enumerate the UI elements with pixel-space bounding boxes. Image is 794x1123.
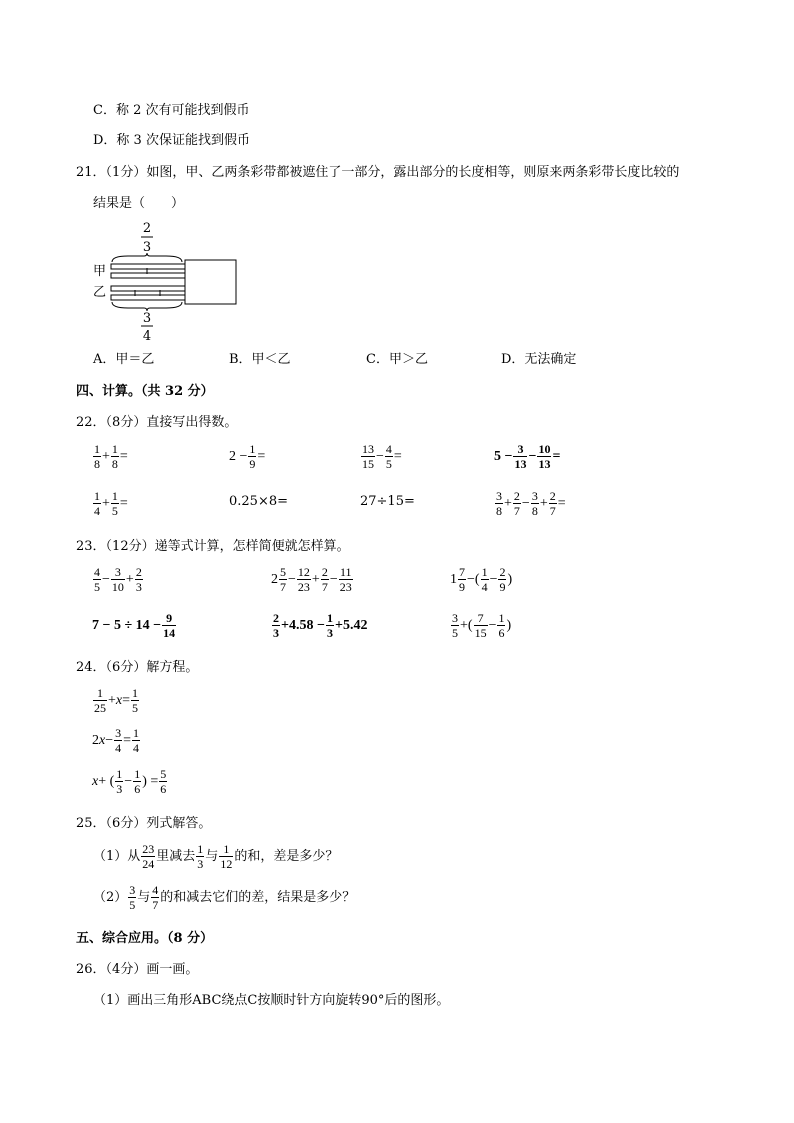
q22-expr-7: 27÷15= [360,494,415,509]
top-fraction-denominator: 3 [142,240,152,255]
label-jia: 甲 [93,264,107,279]
q20-option-d: D．称 3 次保证能找到假币 [93,133,250,148]
q22-expr-5: 1 4 + 1 5 = [94,489,128,518]
q21-stem-line1: 21．（1分）如图，甲、乙两条彩带都被遮住了一部分，露出部分的长度相等，则原来两条彩带长度比较的 [76,165,680,180]
q24-eq-1: 1 25 + x = 1 5 [94,686,139,715]
ribbon-yi [111,286,185,291]
q25-part-2: （2） 3 5 与 4 7 的和减去它们的差，结果是多少？ [93,883,356,912]
bottom-brace [112,302,182,311]
q23-expr-2: 2 5 7 − 12 23 + 2 7 − 11 23 [271,565,352,594]
q24-eq-2: 2 x − 3 4 = 1 4 [92,726,140,755]
ribbon-figure [90,218,240,346]
q26-part-1: （1）画出三角形ABC绕点C按顺时针方向旋转90°后的图形。 [93,993,450,1008]
q20-option-c: C．称 2 次有可能找到假币 [93,103,250,118]
q22-expr-3: 13 15 − 4 5 = [362,442,402,471]
q21-option-a: A．甲＝乙 [93,352,155,367]
q24-stem: 24．（6分）解方程。 [76,660,199,675]
top-brace [112,253,182,262]
q22-expr-1: 1 8 + 1 8 = [94,442,128,471]
top-fraction-numerator: 2 [142,221,152,236]
q23-stem: 23．（12分）递等式计算，怎样简便就怎样算。 [76,539,350,554]
bottom-fraction-denominator: 4 [142,329,152,344]
ribbon-jia [111,264,185,269]
q23-expr-6: 3 5 +( 7 15 − 1 6 ) [452,611,512,640]
q25-stem: 25．（6分）列式解答。 [76,816,212,831]
q23-expr-5: 2 3 +4.58 − 1 3 +5.42 [273,611,368,640]
q22-stem: 22．（8分）直接写出得数。 [76,415,238,430]
q22-expr-4: 5 − 3 13 − 10 13 = [494,442,561,471]
q26-stem: 26．（4分）画一画。 [76,962,199,977]
cover-box [185,260,236,304]
q21-stem-line2: 结果是（ ） [93,196,185,211]
label-yi: 乙 [93,285,107,300]
q22-expr-2: 2 − 1 9 = [229,442,266,471]
q22-expr-6: 0.25×8= [229,494,289,509]
q23-expr-1: 4 5 − 3 10 + 2 3 [94,565,142,594]
q21-option-d: D．无法确定 [501,352,577,367]
q22-expr-8: 3 8 + 2 7 − 3 8 + 2 7 = [496,489,566,518]
q21-option-c: C．甲＞乙 [366,352,428,367]
bottom-fraction-numerator: 3 [142,311,152,326]
section4-title: 四、计算。（共 32 分） [76,384,214,399]
section5-title: 五、综合应用。（8 分） [76,931,214,946]
q24-eq-3: x + ( 1 3 − 1 6 ) = 5 6 [92,767,167,796]
q25-part-1: （1）从 23 24 里减去 1 3 与 1 12 的和，差是多少？ [93,842,339,871]
q23-expr-4: 7 − 5 ÷ 14 − 9 14 [92,611,176,640]
q21-option-b: B．甲＜乙 [229,352,291,367]
q23-expr-3: 1 7 9 −( 1 4 − 2 9 ) [450,565,513,594]
